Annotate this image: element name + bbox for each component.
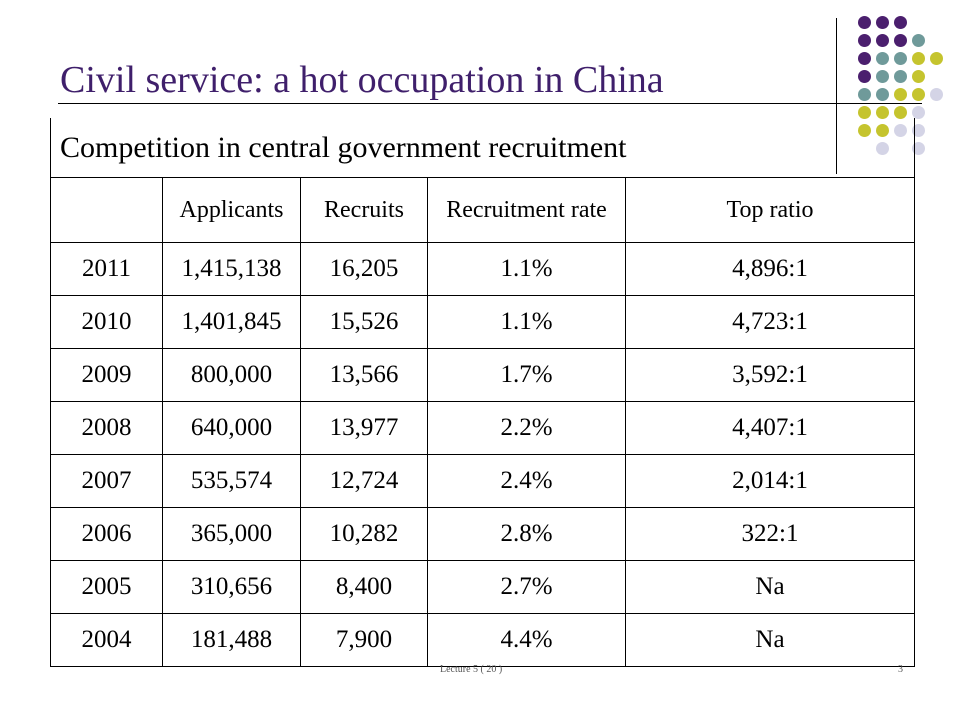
applicants-cell: 365,000 — [163, 508, 301, 561]
table-row — [51, 296, 915, 349]
dot-icon — [912, 34, 925, 47]
applicants-cell: 535,574 — [163, 455, 301, 508]
year-cell: 2010 — [51, 296, 163, 349]
rate-cell: 4.4% — [428, 614, 626, 667]
dot-icon — [912, 52, 925, 65]
rate-cell: 1.1% — [428, 243, 626, 296]
rate-cell: 2.7% — [428, 561, 626, 614]
column-header: Recruitment rate — [428, 178, 626, 243]
slide-number: 3 — [898, 664, 903, 675]
dot-icon — [876, 34, 889, 47]
dot-icon — [912, 88, 925, 101]
column-header: Top ratio — [626, 178, 915, 243]
column-header: Recruits — [301, 178, 428, 243]
year-cell: 2009 — [51, 349, 163, 402]
recruits-cell: 13,566 — [301, 349, 428, 402]
rate-cell: 2.2% — [428, 402, 626, 455]
dot-icon — [876, 16, 889, 29]
dot-icon — [876, 88, 889, 101]
ratio-cell: 4,407:1 — [626, 402, 915, 455]
applicants-cell: 1,401,845 — [163, 296, 301, 349]
dot-icon — [858, 70, 871, 83]
dot-icon — [930, 52, 943, 65]
year-cell: 2008 — [51, 402, 163, 455]
recruits-cell: 8,400 — [301, 561, 428, 614]
recruits-cell: 13,977 — [301, 402, 428, 455]
dot-icon — [858, 34, 871, 47]
applicants-cell: 800,000 — [163, 349, 301, 402]
rate-cell: 2.8% — [428, 508, 626, 561]
table-header-row — [51, 178, 915, 243]
recruits-cell: 12,724 — [301, 455, 428, 508]
table-row — [51, 561, 915, 614]
table-row — [51, 402, 915, 455]
year-cell: 2004 — [51, 614, 163, 667]
rate-cell: 1.7% — [428, 349, 626, 402]
table-row — [51, 243, 915, 296]
rate-cell: 1.1% — [428, 296, 626, 349]
year-cell: 2006 — [51, 508, 163, 561]
table-row — [51, 614, 915, 667]
decorative-horizontal-line — [58, 103, 922, 104]
applicants-cell: 310,656 — [163, 561, 301, 614]
column-header — [51, 178, 163, 243]
dot-icon — [858, 88, 871, 101]
ratio-cell: 2,014:1 — [626, 455, 915, 508]
dot-icon — [894, 16, 907, 29]
ratio-cell: Na — [626, 614, 915, 667]
footer-lecture-label: Lecture 5 ( 20 ) — [440, 664, 503, 675]
applicants-cell: 1,415,138 — [163, 243, 301, 296]
dot-icon — [894, 70, 907, 83]
ratio-cell: 4,896:1 — [626, 243, 915, 296]
dot-icon — [876, 70, 889, 83]
ratio-cell: 3,592:1 — [626, 349, 915, 402]
table-row — [51, 349, 915, 402]
recruits-cell: 7,900 — [301, 614, 428, 667]
dot-icon — [894, 34, 907, 47]
table-row — [51, 508, 915, 561]
ratio-cell: Na — [626, 561, 915, 614]
dot-icon — [894, 52, 907, 65]
dot-icon — [858, 16, 871, 29]
year-cell: 2005 — [51, 561, 163, 614]
dot-icon — [930, 88, 943, 101]
rate-cell: 2.4% — [428, 455, 626, 508]
dot-icon — [894, 88, 907, 101]
recruits-cell: 15,526 — [301, 296, 428, 349]
year-cell: 2011 — [51, 243, 163, 296]
recruitment-table — [50, 118, 915, 667]
applicants-cell: 640,000 — [163, 402, 301, 455]
ratio-cell: 322:1 — [626, 508, 915, 561]
table-caption: Competition in central government recruitment — [51, 118, 915, 178]
dot-icon — [858, 52, 871, 65]
ratio-cell: 4,723:1 — [626, 296, 915, 349]
column-header: Applicants — [163, 178, 301, 243]
recruits-cell: 10,282 — [301, 508, 428, 561]
applicants-cell: 181,488 — [163, 614, 301, 667]
dot-icon — [876, 52, 889, 65]
recruits-cell: 16,205 — [301, 243, 428, 296]
year-cell: 2007 — [51, 455, 163, 508]
table-row — [51, 455, 915, 508]
dot-icon — [912, 70, 925, 83]
slide-title: Civil service: a hot occupation in China — [60, 59, 664, 101]
